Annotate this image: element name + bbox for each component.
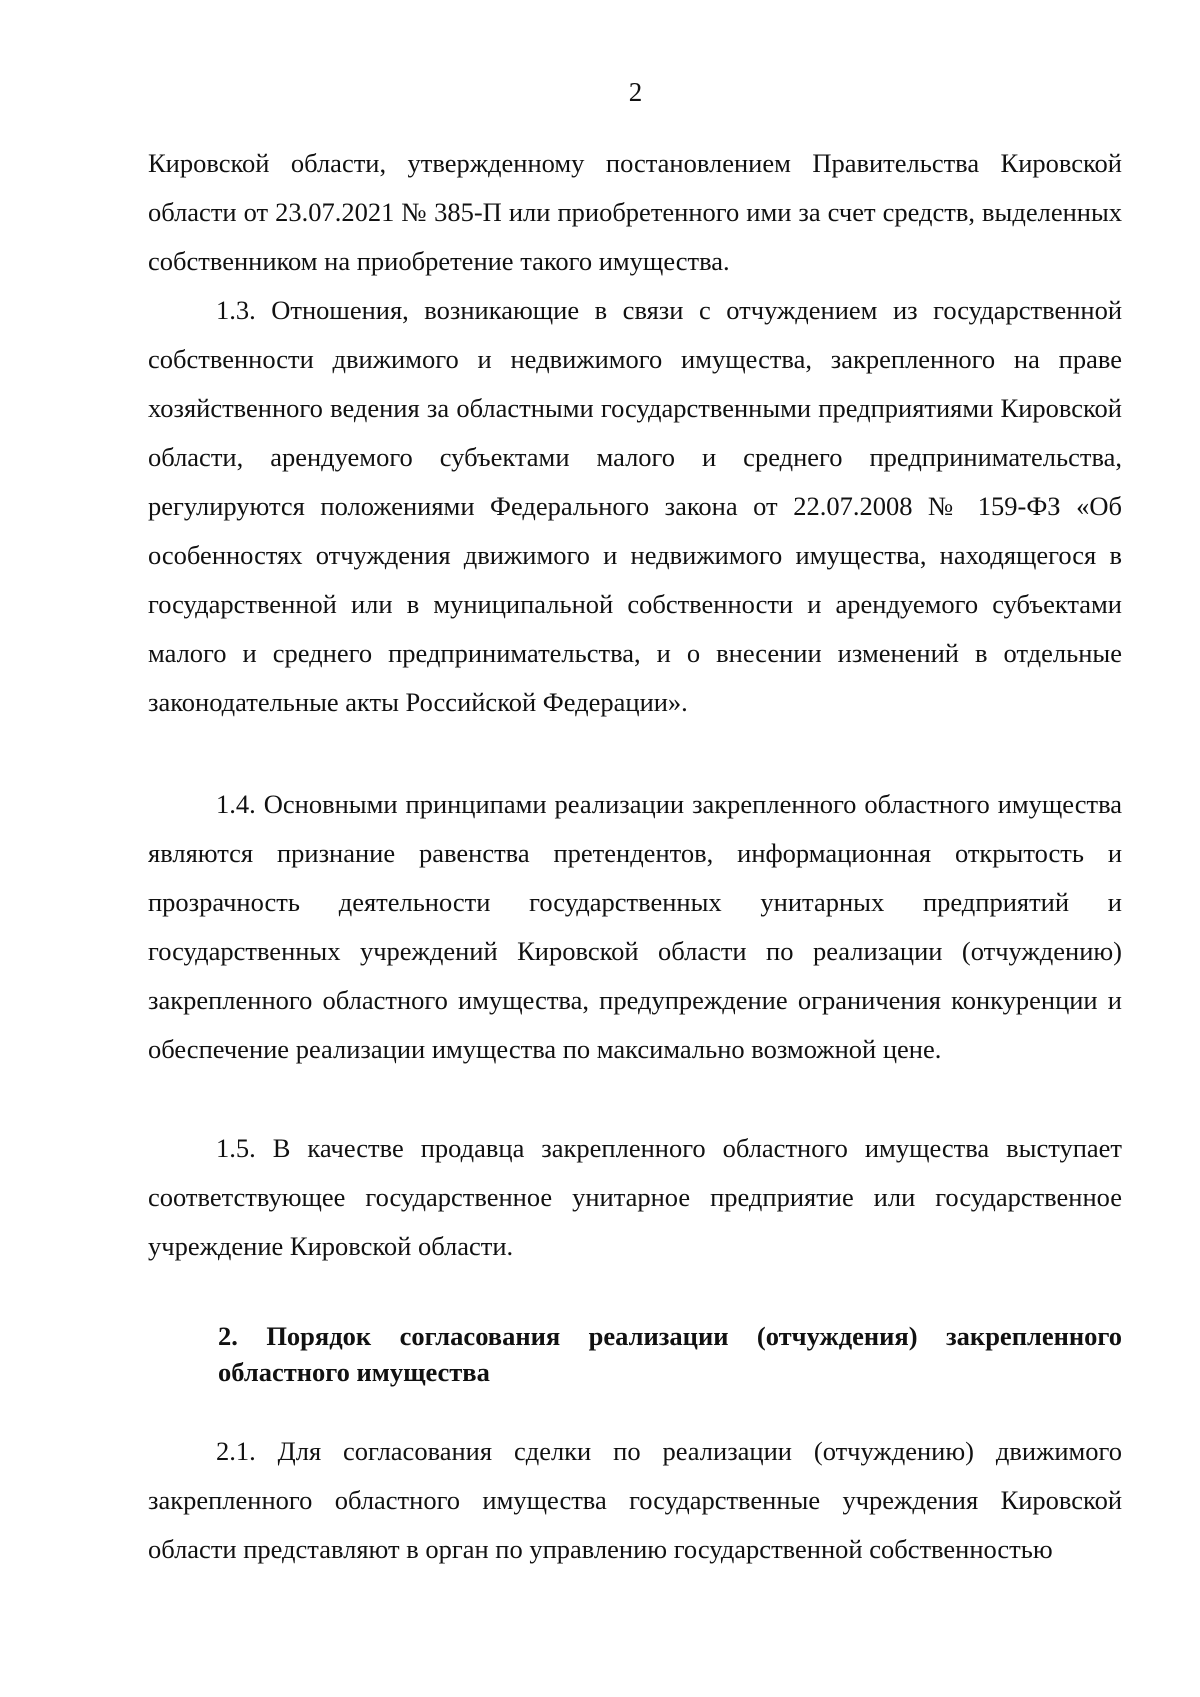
paragraph-1-3 bbox=[148, 286, 1122, 727]
paragraph-1-4 bbox=[148, 780, 1122, 1074]
paragraph-text: 1.5. В качестве продавца закрепленного областного имущества выступает соответствующее государственное унитарное предприятие или государственное учреждение Кировской области. bbox=[148, 1133, 1122, 1261]
paragraph-text: Кировской области, утвержденному постановлением Правительства Кировской области от 23.07.2021 № 385-П или приобретенного ими за счет средств, выделенных собственником на приобретение такого имущества. bbox=[148, 148, 1122, 276]
paragraph-2-1 bbox=[148, 1427, 1122, 1574]
page-number: 2 bbox=[628, 77, 643, 107]
paragraph-text: 1.4. Основными принципами реализации закрепленного областного имущества являются признание равенства претендентов, информационная открытость и прозрачность деятельности государственных унитарных предприятий и государственных учреждений Кировской области по реализации (отчуждению) закрепленного областного имущества, предупреждение ограничения конкуренции и обеспечение реализации имущества по максимально возможной цене. bbox=[148, 789, 1122, 1064]
paragraph-1-5 bbox=[148, 1124, 1122, 1271]
paragraph-text: 1.3. Отношения, возникающие в связи с отчуждением из государственной собственности движимого и недвижимого имущества, закрепленного на праве хозяйственного ведения за областными государственными предприятиями Кировской области, арендуемого субъектами малого и среднего предпринимательства, регулируются положениями Федерального закона от 22.07.2008 № 159-ФЗ «Об особенностях отчуждения движимого и недвижимого имущества, находящегося в государственной или в муниципальной собственности и арендуемого субъектами малого и среднего предпринимательства, и о внесении изменений в отдельные законодательные акты Российской Федерации». bbox=[148, 295, 1122, 717]
paragraph-continuation bbox=[148, 139, 1122, 286]
paragraph-text: 2.1. Для согласования сделки по реализации (отчуждению) движимого закрепленного областного имущества государственные учреждения Кировской области представляют в орган по управлению государственной собственностью bbox=[148, 1436, 1122, 1564]
section-heading: 2. Порядок согласования реализации (отчуждения) закрепленного областного имущества bbox=[218, 1321, 1122, 1387]
